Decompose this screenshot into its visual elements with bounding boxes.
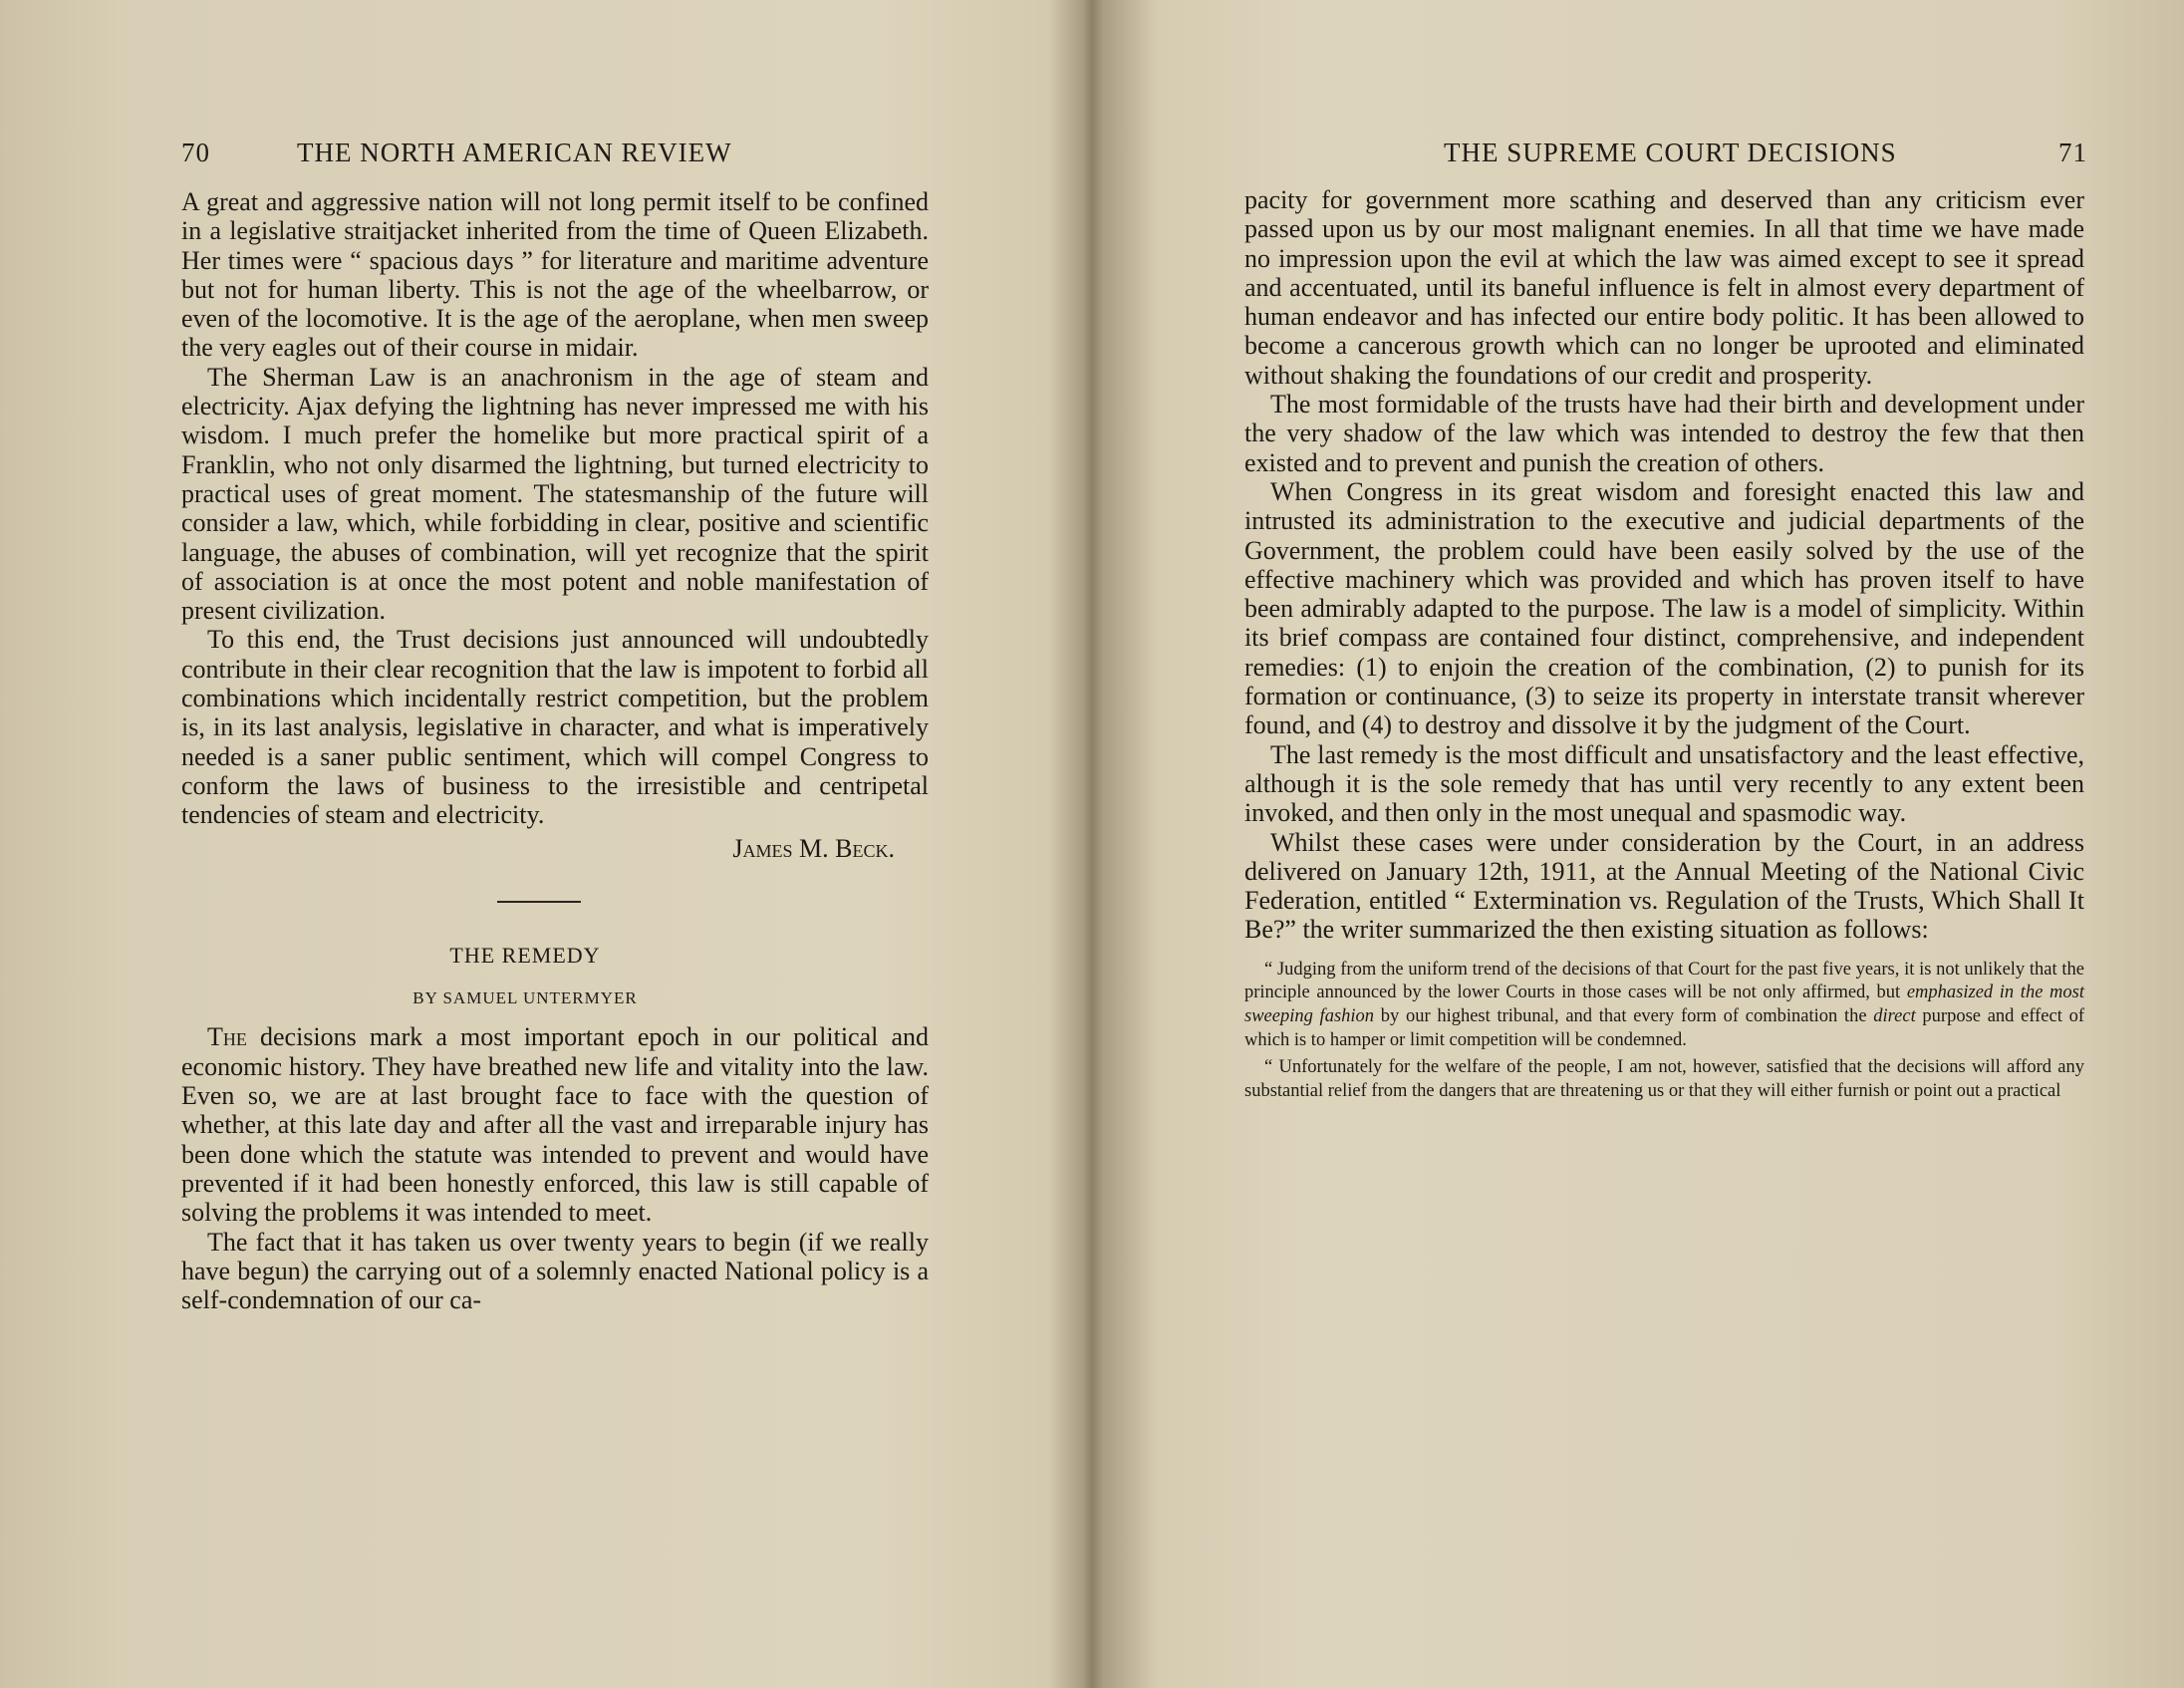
paragraph: To this end, the Trust decisions just announced will undoubtedly contribute in their clear recognition that the law is impotent to forbid all combinations which incidentally restrict competition, but the problem is, in its last analysis, legislative in character, and what is imperatively needed is a saner public sentiment, which will compel Congress to conform the laws of business to the irresistible and centripetal tendencies of steam and electricity. — [181, 625, 929, 830]
quote-text: purpose and effect of which is to hamper or limit competition will be condemned. — [1244, 1005, 2084, 1050]
section-title: THE REMEDY — [449, 942, 601, 968]
paragraph: A great and aggressive nation will not long permit itself to be confined in a legislative straitjacket inherited from the time of Queen Elizabeth. Her times were “ spacious days ” for literature and maritime adventure but not for human liberty. This is not the age of the wheelbarrow, or even of the locomotive. It is the age of the aeroplane, when men sweep the very eagles out of their course in midair. — [181, 187, 929, 363]
right-page-body — [1244, 185, 2084, 1107]
author-signature: James M. Beck. — [732, 833, 895, 863]
quote-text: “ Judging from the uniform trend of the decisions of that Court for the past five years, it is not unlikely that the principle announced by the lower Courts in those cases will be not only affirmed, but — [1244, 959, 2084, 1003]
page-number-left: 70 — [181, 138, 210, 167]
quote-paragraph: “ Unfortunately for the welfare of the people, I am not, however, satisfied that the decisions will afford any substantial relief from the dangers that are threatening us or that they will either furnish or point out a practical — [1244, 1057, 2084, 1101]
paragraph-text: decisions mark a most important epoch in our political and economic history. They have breathed new life and vitality into the law. Even so, we are at last brought face to face with the question of whether, at this late day and after all the vast and irreparable injury has been done which the statute was intended to prevent and would have prevented if it had been honestly enforced, this law is still capable of solving the problems it was intended to meet. — [181, 1022, 929, 1228]
paragraph: When Congress in its great wisdom and foresight enacted this law and intrusted its administration to the executive and judicial departments of the Government, the problem could have been easily solved by the use of the effective machinery which was provided and which has proven itself to have been admirably adapted to the purpose. The law is a model of simplicity. Within its brief compass are contained four distinct, comprehensive, and independent remedies: (1) to enjoin the creation of the combination, (2) to punish for its formation or continuance, (3) to seize its property in interstate transit wherever found, and (4) to destroy and dissolve it by the judgment of the Court. — [1244, 476, 2084, 740]
quote-text: by our highest tribunal, and that every form of combination the — [1374, 1005, 1874, 1026]
paragraph: The last remedy is the most difficult and unsatisfactory and the least effective, although it is the sole remedy that has until very recently to any extent been invoked, and then only in the most unequal and spasmodic way. — [1244, 739, 2084, 828]
quote-emphasis: emphasized in the most sweeping fashion — [1244, 983, 2084, 1026]
section-byline: BY SAMUEL UNTERMYER — [412, 988, 638, 1008]
left-page — [0, 0, 1086, 1688]
opening-word: The — [207, 1022, 247, 1052]
paragraph: The most formidable of the trusts have had their birth and development under the very shadow of the law which was intended to destroy the few that then existed and to prevent and punish the creation of others. — [1244, 390, 2084, 477]
left-page-body — [181, 187, 929, 1314]
right-page — [1086, 0, 2184, 1688]
paragraph: pacity for government more scathing and deserved than any criticism ever passed upon us by our most malignant enemies. In all that time we have made no impression upon the evil at which the law was aimed except to see it spread and accentuated, until its baneful influence is felt in almost every department of human endeavor and has infected our entire body politic. It has been allowed to become a cancerous growth which can no longer be uprooted and eliminated without shaking the foundations of our credit and prosperity. — [1244, 185, 2084, 390]
block-quote — [1244, 959, 2084, 1104]
paragraph: The fact that it has taken us over twenty years to begin (if we really have begun) the carrying out of a solemnly enacted National policy is a self-condemnation of our ca- — [181, 1227, 929, 1315]
section-divider — [497, 901, 581, 903]
quote-emphasis: direct — [1873, 1005, 1916, 1026]
running-title-right: THE SUPREME COURT DECISIONS — [1444, 138, 1897, 167]
paragraph: Whilst these cases were under consideration by the Court, in an address delivered on January 12th, 1911, at the Annual Meeting of the National Civic Federation, entitled “ Extermination vs. Regulation of the Trusts, Which Shall It Be?” the writer summarized the then existing situation as follows: — [1244, 827, 2084, 945]
running-title-left: THE NORTH AMERICAN REVIEW — [297, 138, 732, 167]
page-number-right: 71 — [2058, 138, 2087, 167]
paragraph: The Sherman Law is an anachronism in the age of steam and electricity. Ajax defying the lightning has never impressed me with his wisdom. I much prefer the homelike but more practical spirit of a Franklin, who not only disarmed the lightning, but turned electricity to practical uses of great moment. The statesmanship of the future will consider a law, which, while forbidding in clear, positive and scientific language, the abuses of combination, will yet recognize that the spirit of association is at once the most potent and noble manifestation of present civilization. — [181, 362, 929, 626]
quote-paragraph — [1244, 959, 2084, 1052]
paragraph — [181, 1022, 929, 1227]
